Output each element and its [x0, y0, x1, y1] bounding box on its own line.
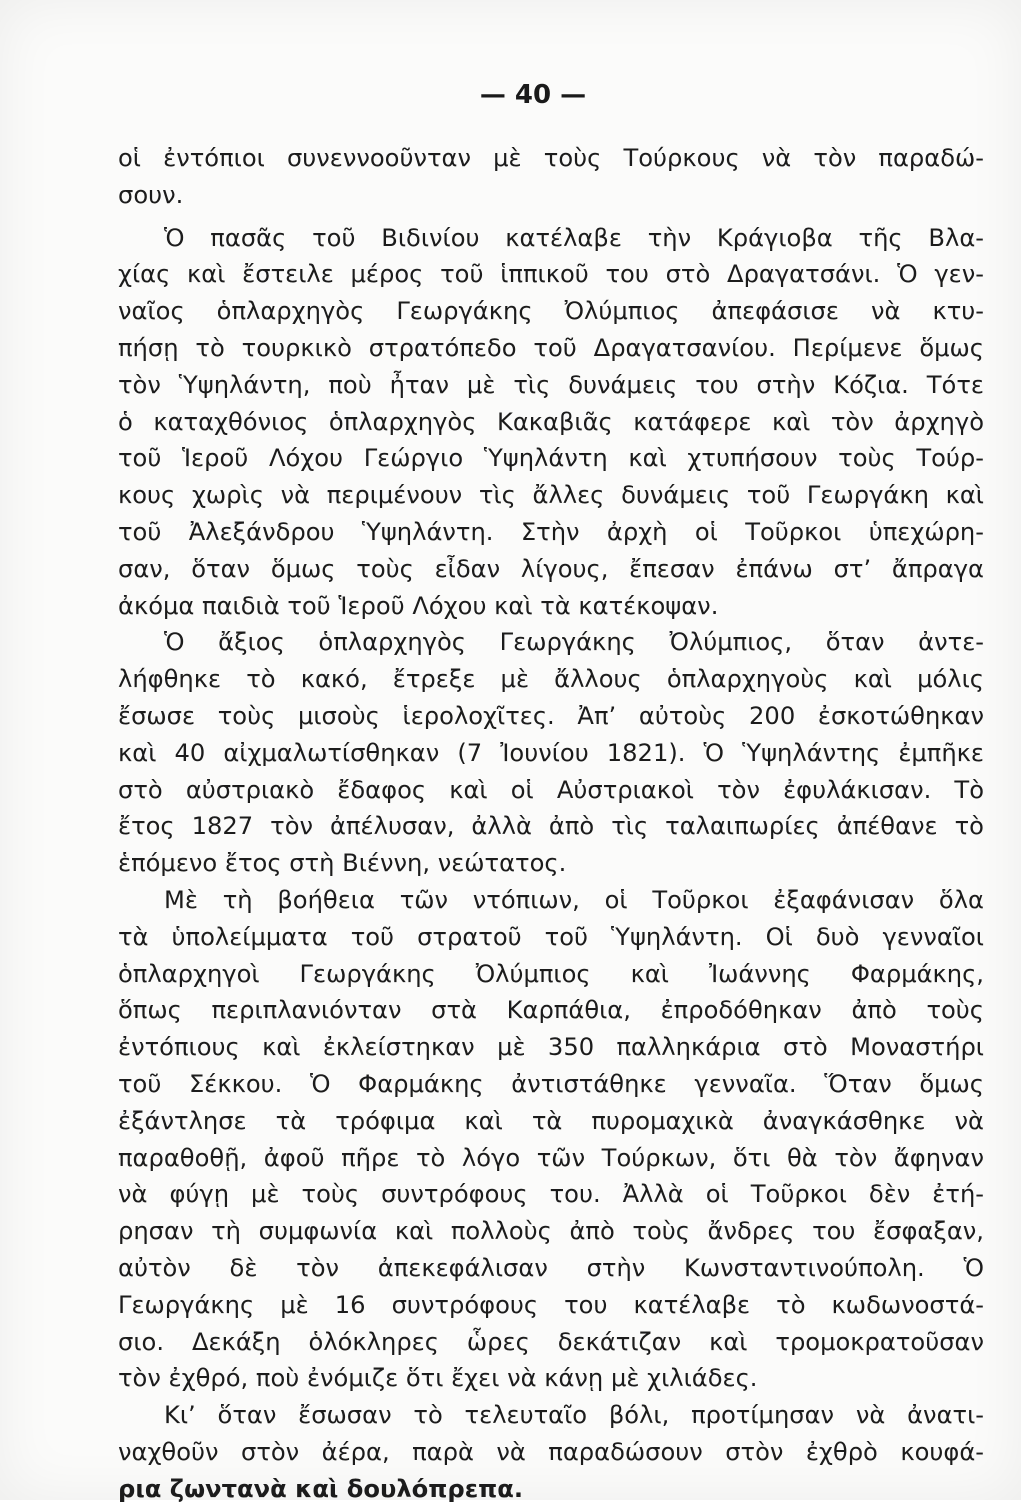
text-line: Ὁ ἄξιος ὁπλαρχηγὸς Γεωργάκης Ὀλύμπιος, ὅταν ἀντε- [164, 628, 984, 657]
text-line: ὅπως περιπλανιόνταν στὰ Καρπάθια, ἐπροδόθηκαν ἀπὸ τοὺς [118, 996, 984, 1025]
paragraph-2 [118, 220, 984, 625]
paragraph-5 [118, 1397, 984, 1507]
text-line: τοῦ Ἱεροῦ Λόχου Γεώργιο Ὑψηλάντη καὶ χτυπήσουν τοὺς Τούρ- [118, 444, 984, 473]
text-line: ὁπλαρχηγοὶ Γεωργάκης Ὀλύμπιος καὶ Ἰωάννης Φαρμάκης, [118, 959, 984, 988]
text-line: στὸ αὐστριακὸ ἔδαφος καὶ οἱ Αὐστριακοὶ τὸν ἐφυλάκισαν. Τὸ [118, 775, 984, 804]
text-line: ἐντόπιους καὶ ἐκλείστηκαν μὲ 350 παλληκάρια στὸ Μοναστήρι [118, 1033, 984, 1062]
text-line: πήσῃ τὸ τουρκικὸ στρατόπεδο τοῦ Δραγατσανίου. Περίμενε ὅμως [118, 333, 984, 362]
text-line: ἔσωσε τοὺς μισοὺς ἱερολοχῖτες. Ἀπ’ αὐτοὺς 200 ἐσκοτώθηκαν [118, 701, 984, 730]
text-line: ὁ καταχθόνιος ὁπλαρχηγὸς Κακαβιᾶς κατάφερε καὶ τὸν ἀρχηγὸ [118, 407, 984, 436]
text-line: τὰ ὑπολείμματα τοῦ στρατοῦ τοῦ Ὑψηλάντη. Οἱ δυὸ γενναῖοι [118, 922, 984, 951]
text-line: τοῦ Ἀλεξάνδρου Ὑψηλάντη. Στὴν ἀρχὴ οἱ Τοῦρκοι ὑπεχώρη- [118, 517, 984, 546]
text-line: νὰ φύγῃ μὲ τοὺς συντρόφους του. Ἀλλὰ οἱ Τοῦρκοι δὲν ἐτή- [118, 1180, 984, 1209]
text-line: Μὲ τὴ βοήθεια τῶν ντόπιων, οἱ Τοῦρκοι ἐξαφάνισαν ὅλα [164, 885, 984, 914]
text-line: καὶ 40 αἰχμαλωτίσθηκαν (7 Ἰουνίου 1821). Ὁ Ὑψηλάντης ἐμπῆκε [118, 738, 984, 767]
text-line: ἔτος 1827 τὸν ἀπέλυσαν, ἀλλὰ ἀπὸ τὶς ταλαιπωρίες ἀπέθανε τὸ [118, 812, 984, 841]
text-line: κους χωρὶς νὰ περιμένουν τὶς ἄλλες δυνάμεις τοῦ Γεωργάκη καὶ [118, 481, 984, 510]
text-line: Γεωργάκης μὲ 16 συντρόφους του κατέλαβε τὸ κωδωνοστά- [118, 1290, 984, 1319]
text-line: ρια ζωντανὰ καὶ δουλόπρεπα. [118, 1474, 524, 1503]
text-line: ἐξάντλησε τὰ τρόφιμα καὶ τὰ πυρομαχικὰ ἀναγκάσθηκε νὰ [118, 1106, 984, 1135]
paragraph-3 [118, 624, 984, 882]
text-line: ναχθοῦν στὸν ἀέρα, παρὰ νὰ παραδώσουν στὸν ἐχθρὸ κουφά- [118, 1437, 984, 1466]
text-line: ναῖος ὁπλαρχηγὸς Γεωργάκης Ὀλύμπιος ἀπεφάσισε νὰ κτυ- [118, 297, 984, 326]
body-text [118, 140, 984, 1507]
text-line: τὸν Ὑψηλάντη, ποὺ ἦταν μὲ τὶς δυνάμεις του στὴν Κόζια. Τότε [118, 370, 984, 399]
text-line: σαν, ὅταν ὅμως τοὺς εἶδαν λίγους, ἔπεσαν ἐπάνω στ’ ἄπραγα [118, 554, 984, 583]
text-line: ρησαν τὴ συμφωνία καὶ πολλοὺς ἀπὸ τοὺς ἄνδρες του ἔσφαξαν, [118, 1217, 984, 1246]
text-line: λήφθηκε τὸ κακό, ἔτρεξε μὲ ἄλλους ὁπλαρχηγοὺς καὶ μόλις [118, 665, 984, 694]
text-line: σιο. Δεκάξη ὁλόκληρες ὧρες δεκάτιζαν καὶ τρομοκρατοῦσαν [118, 1327, 984, 1356]
text-line: τὸν ἐχθρό, ποὺ ἐνόμιζε ὅτι ἔχει νὰ κάνῃ μὲ χιλιάδες. [118, 1364, 758, 1393]
text-line: αὐτὸν δὲ τὸν ἀπεκεφάλισαν στὴν Κωνσταντινούπολη. Ὁ [118, 1253, 984, 1282]
text-line: σουν. [118, 180, 184, 209]
paragraph-1 [118, 140, 984, 214]
text-line: ἀκόμα παιδιὰ τοῦ Ἱεροῦ Λόχου καὶ τὰ κατέκοψαν. [118, 591, 719, 620]
text-line: οἱ ἐντόπιοι συνεννοοῦνταν μὲ τοὺς Τούρκους νὰ τὸν παραδώ- [118, 144, 984, 172]
text-line: Ὁ πασᾶς τοῦ Βιδινίου κατέλαβε τὴν Κράγιοβα τῆς Βλα- [164, 223, 984, 252]
page-number: — 40 — [479, 80, 587, 110]
text-line: παραθοθῇ, ἀφοῦ πῆρε τὸ λόγο τῶν Τούρκων, ὅτι θὰ τὸν ἄφηναν [118, 1143, 984, 1172]
text-line: τοῦ Σέκκου. Ὁ Φαρμάκης ἀντιστάθηκε γενναῖα. Ὅταν ὅμως [118, 1069, 984, 1098]
text-line: Κι’ ὅταν ἔσωσαν τὸ τελευταῖο βόλι, προτίμησαν νὰ ἀνατι- [164, 1401, 984, 1430]
paragraph-4 [118, 882, 984, 1397]
text-line: χίας καὶ ἔστειλε μέρος τοῦ ἱππικοῦ του στὸ Δραγατσάνι. Ὁ γεν- [118, 260, 984, 289]
text-line: ἑπόμενο ἔτος στὴ Βιέννη, νεώτατος. [118, 849, 567, 878]
